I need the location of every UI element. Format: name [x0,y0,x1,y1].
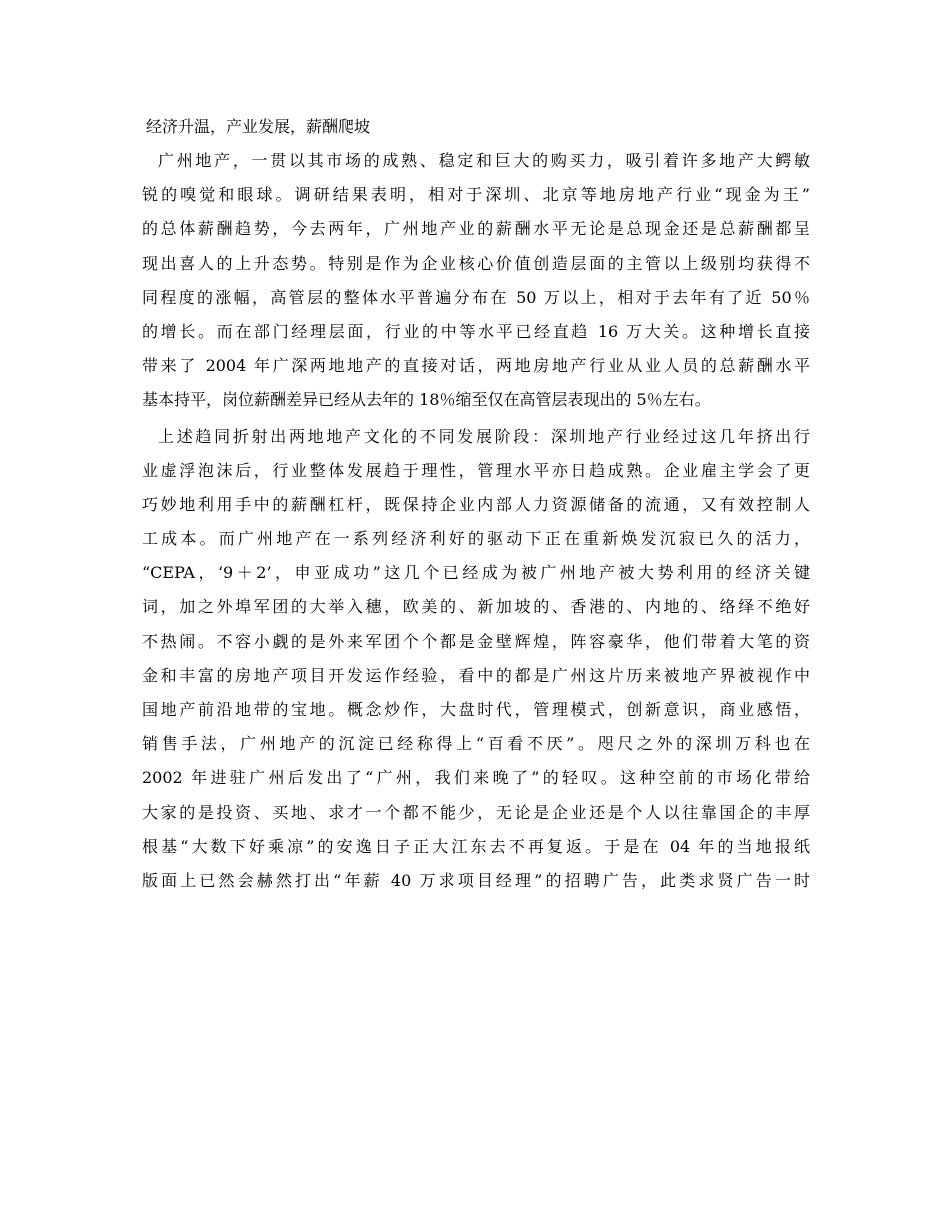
paragraph-line: 的总体薪酬趋势，今去两年，广州地产业的薪酬水平无论是总现金还是总薪酬都呈 [142,219,810,239]
section-heading: 经济升温，产业发展，薪酬爬坡 [146,117,371,136]
paragraph-line: 现出喜人的上升态势。特别是作为企业核心价值创造层面的主管以上级别均获得不 [142,253,810,273]
paragraph-line: 工成本。而广州地产在一系列经济利好的驱动下正在重新焕发沉寂已久的活力， [142,529,810,549]
paragraph-line: 销售手法，广州地产的沉淀已经称得上“百看不厌”。咫尺之外的深圳万科也在 [142,734,810,754]
document-body [142,110,810,898]
paragraph-line: 基本持平，岗位薪酬差异已经从去年的 18％缩至仅在高管层表现出的 5％左右。 [142,390,711,410]
paragraph-line: 大家的是投资、买地、求才一个都不能少，无论是企业还是个人以往靠国企的丰厚 [142,802,810,822]
paragraph-line: 巧妙地利用手中的薪酬杠杆，既保持企业内部人力资源储备的流通，又有效控制人 [142,494,810,514]
paragraph-line: 不热闹。不容小觑的是外来军团个个都是金壁辉煌，阵容豪华，他们带着大笔的资 [142,631,810,651]
paragraph-line: 的增长。而在部门经理层面，行业的中等水平已经直趋 16 万大关。这种增长直接 [142,321,810,341]
paragraph-line: 2002 年进驻广州后发出了“广州，我们来晚了”的轻叹。这种空前的市场化带给 [142,768,810,788]
paragraph-line: 上述趋同折射出两地地产文化的不同发展阶段：深圳地产行业经过这几年挤出行 [158,426,810,446]
paragraph-line: 业虚浮泡沫后，行业整体发展趋于理性，管理水平亦日趋成熟。企业雇主学会了更 [142,460,810,480]
paragraph-line: 根基“大数下好乘凉”的安逸日子正大江东去不再复返。于是在 04 年的当地报纸 [142,836,810,856]
paragraph-2 [142,420,810,899]
paragraph-line: 广州地产，一贯以其市场的成熟、稳定和巨大的购买力，吸引着许多地产大鳄敏 [158,151,810,170]
paragraph-line: “CEPA，‘9＋2’，申亚成功”这几个已经成为被广州地产被大势利用的经济关键 [142,563,810,583]
paragraph-line: 版面上已然会赫然打出“年薪 40 万求项目经理”的招聘广告，此类求贤广告一时 [142,870,810,890]
paragraph-line: 锐的嗅觉和眼球。调研结果表明，相对于深圳、北京等地房地产行业“现金为王” [142,185,810,205]
paragraph-line: 带来了 2004 年广深两地地产的直接对话，两地房地产行业从业人员的总薪酬水平 [142,356,810,376]
paragraph-line: 国地产前沿地带的宝地。概念炒作，大盘时代，管理模式，创新意识，商业感悟， [142,700,810,719]
paragraph-line: 同程度的涨幅，高管层的整体水平普遍分布在 50 万以上，相对于去年有了近 50％ [142,287,810,307]
paragraph-1 [142,144,810,418]
paragraph-line: 词，加之外埠军团的大举入穗，欧美的、新加坡的、香港的、内地的、络绎不绝好 [142,597,810,617]
paragraph-line: 金和丰富的房地产项目开发运作经验，看中的都是广州这片历来被地产界被视作中 [142,665,810,685]
